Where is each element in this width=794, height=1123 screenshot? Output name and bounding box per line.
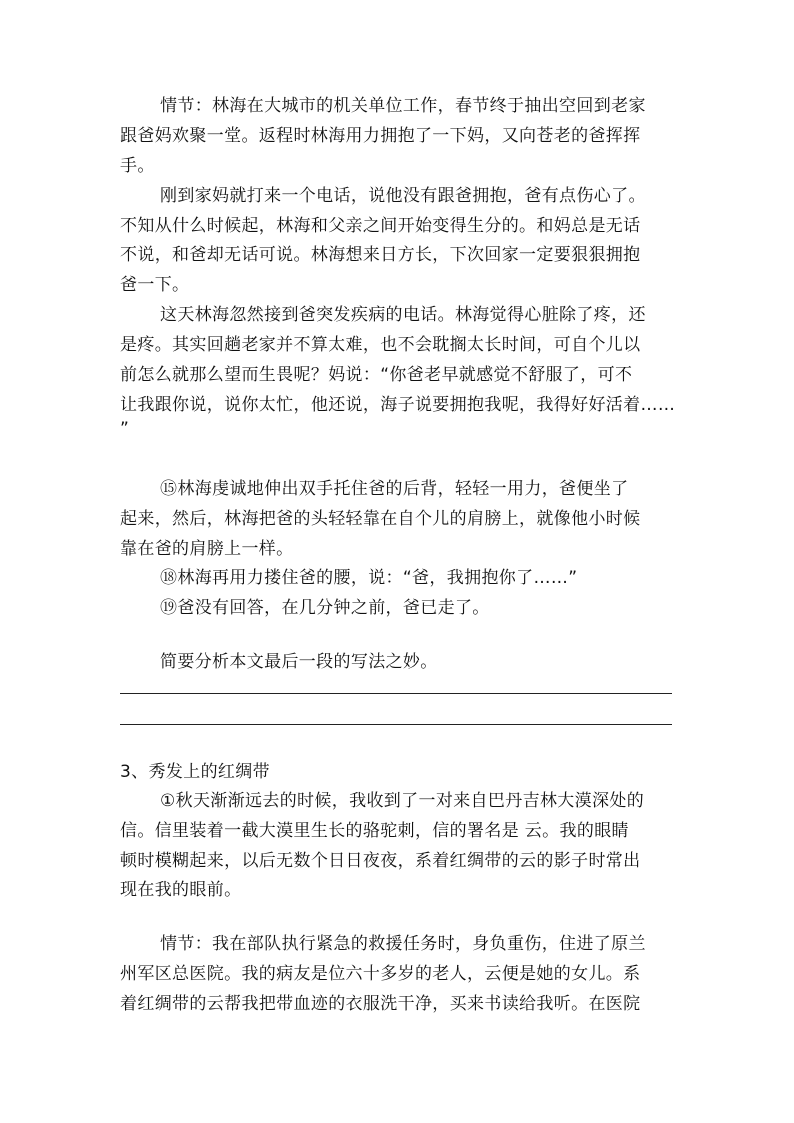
plot-summary-line: 情节：林海在大城市的机关单位工作，春节终于抽出空回到老家	[160, 96, 646, 116]
plot-summary-line: 手。	[120, 156, 155, 176]
paragraph-line: ”	[120, 419, 130, 439]
plot-summary-line: 着红绸带的云帮我把带血迹的衣服洗干净，买来书读给我听。在医院	[120, 994, 641, 1014]
paragraph-line: 不知从什么时候起，林海和父亲之间开始变得生分的。和妈总是无话	[120, 216, 641, 236]
paragraph-line: 让我跟你说，说你太忙，他还说，海子说要拥抱我呢，我得好好活着……	[120, 395, 676, 415]
paragraph-line: 这天林海忽然接到爸突发疾病的电话。林海觉得心脏除了疼，还	[160, 305, 646, 325]
paragraph-18: ⑱林海再用力搂住爸的腰，说：“爸，我拥抱你了……”	[160, 568, 578, 588]
plot-summary-line: 州军区总医院。我的病友是位六十多岁的老人，云便是她的女儿。系	[120, 964, 641, 984]
section-heading: 3、秀发上的红绸带	[120, 762, 270, 782]
paragraph-1-line: 信。信里装着一截大漠里生长的骆驼刺，信的署名是 云。我的眼睛	[120, 821, 629, 841]
plot-summary-line: 情节：我在部队执行紧急的救援任务时，身负重伤，住进了原兰	[160, 934, 646, 954]
paragraph-line: 是疼。其实回趟老家并不算太难，也不会耽搁太长时间，可自个儿以	[120, 335, 641, 355]
paragraph-1-line: 现在我的眼前。	[120, 880, 242, 900]
answer-line	[120, 693, 672, 694]
paragraph-line: 前怎么就那么望而生畏呢？妈说：“你爸老早就感觉不舒服了，可不	[120, 365, 633, 385]
paragraph-19: ⑲爸没有回答，在几分钟之前，爸已走了。	[160, 598, 490, 618]
paragraph-15-line: ⑮林海虔诚地伸出双手托住爸的后背，轻轻一用力，爸便坐了	[160, 479, 629, 499]
paragraph-line: 爸一下。	[120, 275, 190, 295]
paragraph-1-line: ①秋天渐渐远去的时候，我收到了一对来自巴丹吉林大漠深处的	[160, 791, 645, 811]
paragraph-15-line: 靠在爸的肩膀上一样。	[120, 539, 294, 559]
answer-line	[120, 724, 672, 725]
paragraph-line: 刚到家妈就打来一个电话，说他没有跟爸拥抱，爸有点伤心了。	[160, 186, 646, 206]
paragraph-line: 不说，和爸却无话可说。林海想来日方长，下次回家一定要狠狠拥抱	[120, 245, 641, 265]
plot-summary-line: 跟爸妈欢聚一堂。返程时林海用力拥抱了一下妈，又向苍老的爸挥挥	[120, 126, 641, 146]
question-text: 简要分析本文最后一段的写法之妙。	[160, 652, 438, 672]
paragraph-15-line: 起来，然后，林海把爸的头轻轻靠在自个儿的肩膀上，就像他小时候	[120, 509, 641, 529]
paragraph-1-line: 顿时模糊起来，以后无数个日日夜夜，系着红绸带的云的影子时常出	[120, 851, 641, 871]
